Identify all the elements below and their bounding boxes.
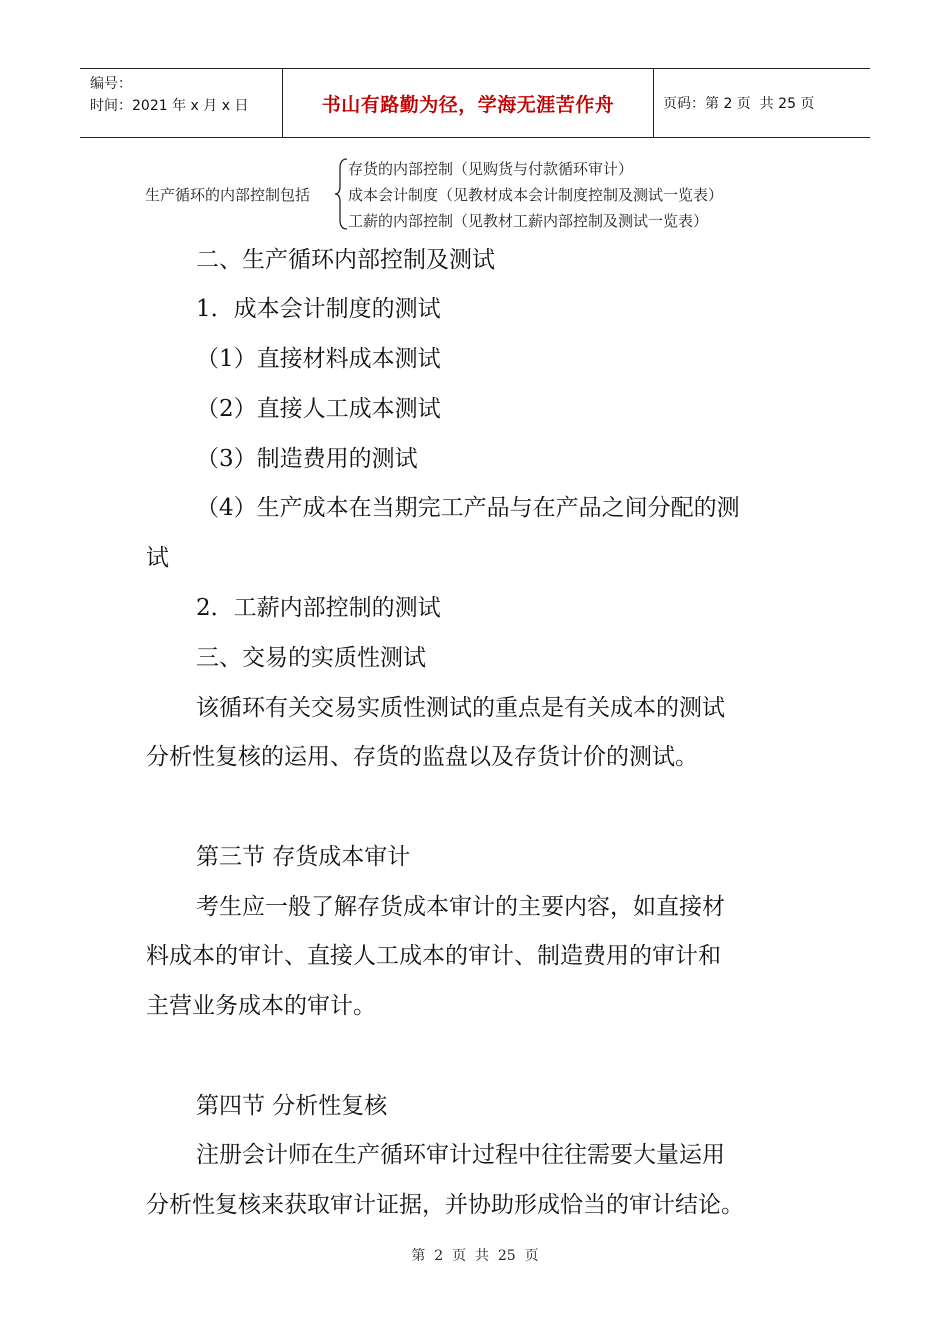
brace-icon <box>334 156 348 232</box>
control-diagram <box>145 156 785 232</box>
diagram-item: 工薪的内部控制（见教材工薪内部控制及测试一览表） <box>348 212 709 230</box>
paragraph-line: 主营业务成本的审计。 <box>146 993 376 1019</box>
diagram-label: 生产循环的内部控制包括 <box>145 186 311 204</box>
list-item: （1）直接材料成本测试 <box>196 346 441 372</box>
list-item: 2．工薪内部控制的测试 <box>196 595 441 621</box>
paragraph-line: 注册会计师在生产循环审计过程中往往需要大量运用 <box>196 1142 725 1168</box>
header-left <box>90 73 248 117</box>
list-item-continuation: 试 <box>146 545 169 571</box>
paragraph-line: 考生应一般了解存货成本审计的主要内容，如直接材 <box>196 894 725 920</box>
date-label: 时间：2021 年 x 月 x 日 <box>90 98 249 114</box>
header-divider <box>653 69 654 137</box>
list-item: （2）直接人工成本测试 <box>196 396 441 422</box>
list-item: （4）生产成本在当期完工产品与在产品之间分配的测 <box>196 495 740 521</box>
paragraph-line: 料成本的审计、直接人工成本的审计、制造费用的审计和 <box>146 943 721 969</box>
section-heading: 第三节 存货成本审计 <box>196 844 411 870</box>
paragraph-line: 分析性复核的运用、存货的监盘以及存货计价的测试。 <box>146 744 698 770</box>
paragraph-line: 该循环有关交易实质性测试的重点是有关成本的测试 <box>196 695 725 721</box>
header-table <box>80 68 870 138</box>
page-footer: 第 2 页 共 25 页 <box>411 1248 539 1264</box>
list-item: 1．成本会计制度的测试 <box>196 296 441 322</box>
section-title: 三、交易的实质性测试 <box>196 645 426 671</box>
page-info: 页码：第 2 页 共 25 页 <box>663 96 815 112</box>
section-title: 二、生产循环内部控制及测试 <box>196 247 495 273</box>
list-item: （3）制造费用的测试 <box>196 446 418 472</box>
motto: 书山有路勤为径，学海无涯苦作舟 <box>321 93 615 116</box>
diagram-item: 存货的内部控制（见购货与付款循环审计） <box>348 160 634 178</box>
section-heading: 第四节 分析性复核 <box>196 1093 388 1119</box>
number-label: 编号： <box>90 76 132 92</box>
paragraph-line: 分析性复核来获取审计证据，并协助形成恰当的审计结论。 <box>146 1192 744 1218</box>
diagram-item: 成本会计制度（见教材成本会计制度控制及测试一览表） <box>348 186 724 204</box>
